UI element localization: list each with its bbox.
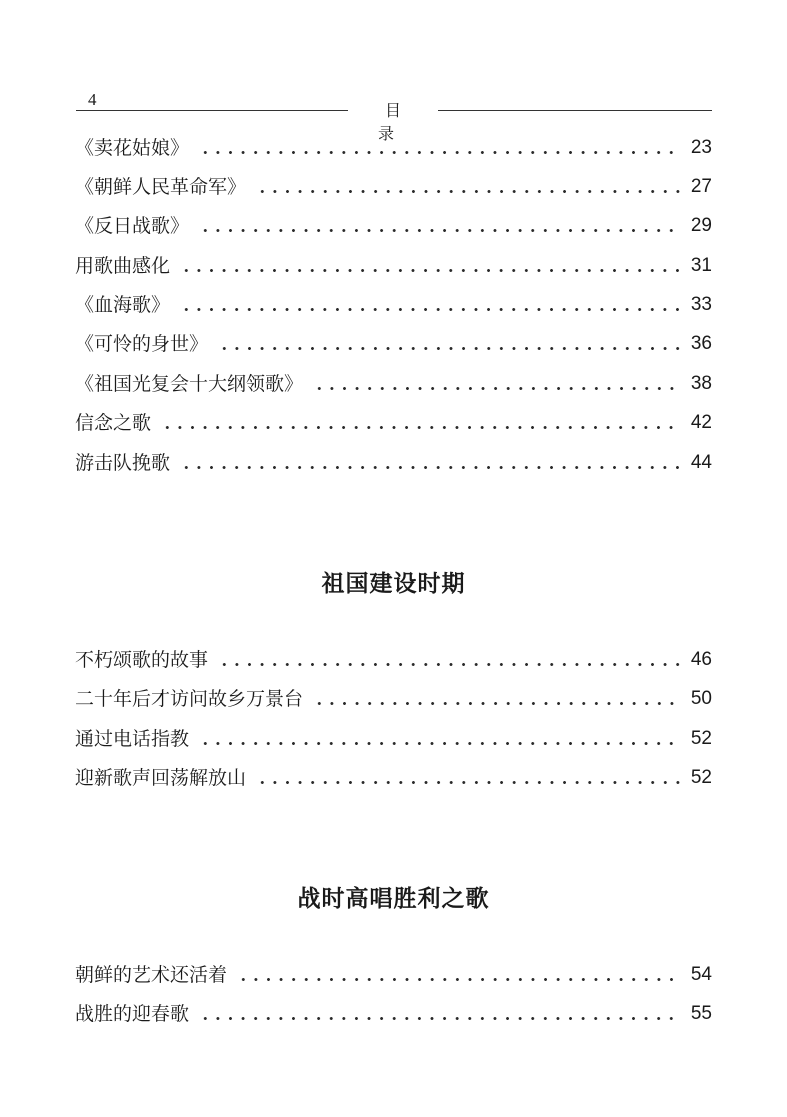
dot-leader	[237, 978, 681, 981]
toc-entry-page: 31	[690, 255, 712, 276]
header-rule-left	[76, 110, 348, 111]
toc-entry-page: 46	[690, 649, 712, 670]
toc-entry[interactable]	[75, 997, 712, 1027]
toc-entry-title: 《祖国光复会十大纲领歌》	[75, 373, 304, 395]
toc-entry-title: 迎新歌声回荡解放山	[75, 767, 247, 789]
toc-entry-title: 用歌曲感化	[75, 255, 171, 277]
toc-entry[interactable]	[75, 958, 712, 988]
toc-entry[interactable]	[75, 722, 712, 752]
toc-entry-page: 23	[690, 137, 712, 158]
toc-entry[interactable]	[75, 170, 712, 200]
toc-entry-title: 朝鲜的艺术还活着	[75, 964, 228, 986]
toc-entry-page: 52	[690, 728, 712, 749]
toc-entry[interactable]	[75, 327, 712, 357]
dot-leader	[180, 269, 681, 272]
toc-entry[interactable]	[75, 288, 712, 318]
toc-entry-title: 《卖花姑娘》	[75, 137, 190, 159]
section-heading: 祖国建设时期	[321, 571, 466, 597]
toc-entry-title: 《朝鲜人民革命军》	[75, 176, 247, 198]
toc-entry[interactable]	[75, 761, 712, 791]
toc-entry[interactable]	[75, 249, 712, 279]
dot-leader	[218, 347, 681, 350]
toc-entry-page: 36	[690, 333, 712, 354]
dot-leader	[199, 1017, 681, 1020]
toc-entry-title: 通过电话指教	[75, 728, 190, 750]
toc-entry-title: 信念之歌	[75, 412, 152, 434]
toc-entry-title: 战胜的迎春歌	[75, 1003, 190, 1025]
dot-leader	[199, 151, 681, 154]
dot-leader	[256, 190, 681, 193]
toc-entry-page: 54	[690, 964, 712, 985]
toc-entry-page: 50	[690, 688, 712, 709]
toc-entry-title: 《可怜的身世》	[75, 333, 209, 355]
toc-entry[interactable]	[75, 682, 712, 712]
toc-entry-page: 55	[690, 1003, 712, 1024]
dot-leader	[313, 387, 681, 390]
toc-entry-title: 不朽颂歌的故事	[75, 649, 209, 671]
header-title: 目 录	[377, 101, 415, 143]
toc-entry-title: 《反日战歌》	[75, 215, 190, 237]
toc-entry[interactable]	[75, 406, 712, 436]
dot-leader	[161, 426, 681, 429]
running-header	[76, 88, 712, 143]
toc-entry[interactable]	[75, 367, 712, 397]
toc-entry[interactable]	[75, 446, 712, 476]
dot-leader	[199, 742, 681, 745]
toc-entry-page: 29	[690, 215, 712, 236]
toc-entry[interactable]	[75, 131, 712, 161]
toc-entry-page: 44	[690, 452, 712, 473]
dot-leader	[199, 229, 681, 232]
dot-leader	[313, 702, 681, 705]
section-heading: 战时高唱胜利之歌	[297, 886, 490, 912]
toc-entry[interactable]	[75, 643, 712, 673]
toc-entry-page: 42	[690, 412, 712, 433]
toc-entry-page: 27	[690, 176, 712, 197]
toc-entry[interactable]	[75, 209, 712, 239]
toc-entry-title: 《血海歌》	[75, 294, 171, 316]
toc-entry-title: 二十年后才访问故乡万景台	[75, 688, 304, 710]
dot-leader	[180, 466, 681, 469]
dot-leader	[256, 781, 681, 784]
toc-entry-title: 游击队挽歌	[75, 452, 171, 474]
toc-entry-page: 52	[690, 767, 712, 788]
page-number: 4	[88, 90, 97, 109]
header-rule-right	[438, 110, 712, 111]
toc-entry-page: 33	[690, 294, 712, 315]
dot-leader	[218, 663, 681, 666]
dot-leader	[180, 308, 681, 311]
toc-entry-page: 38	[690, 373, 712, 394]
